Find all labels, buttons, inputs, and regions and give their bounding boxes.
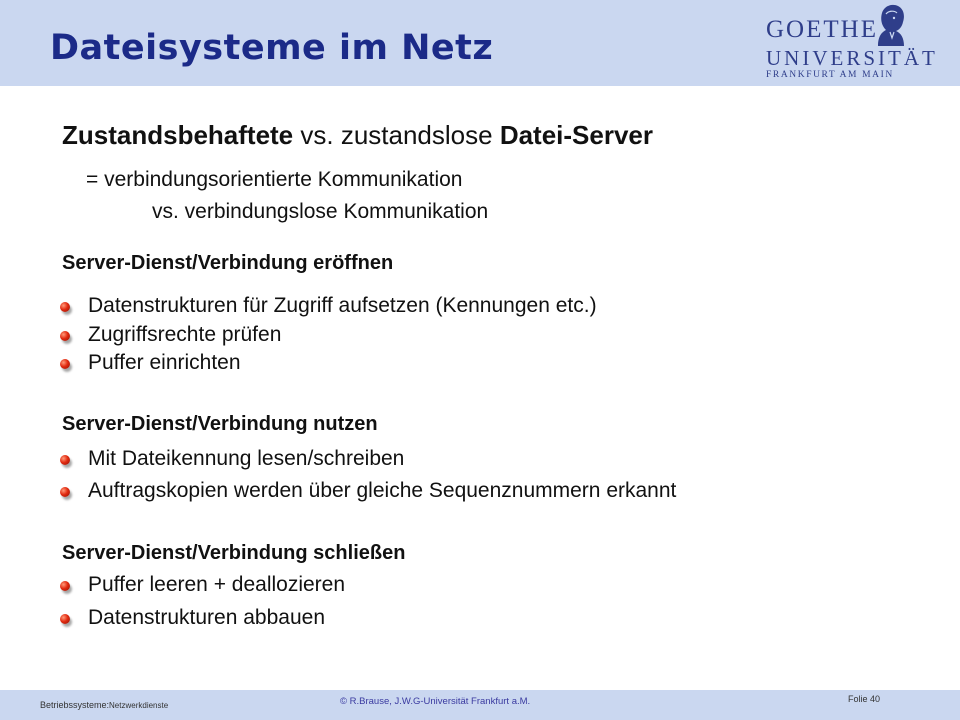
university-logo	[760, 2, 960, 86]
bullet-icon	[60, 331, 70, 341]
bullet-icon	[60, 614, 70, 624]
heading-part-vs: vs. zustandslose	[293, 120, 500, 150]
footer-course	[40, 700, 168, 710]
slide-title: Dateisysteme im Netz	[50, 28, 494, 68]
section-heading-use: Server-Dienst/Verbindung nutzen	[62, 413, 378, 435]
bullet-icon	[60, 359, 70, 369]
list-item-text: Auftragskopien werden über gleiche Sequenznummern erkannt	[88, 479, 677, 502]
subline-connection-oriented: = verbindungsorientierte Kommunikation	[86, 168, 463, 191]
main-heading	[62, 120, 653, 151]
subline-connectionless: vs. verbindungslose Kommunikation	[152, 200, 489, 223]
list-item-text: Puffer einrichten	[88, 351, 241, 374]
header-band	[0, 0, 960, 86]
heading-part-server: Datei-Server	[499, 120, 654, 150]
list-item-text: Zugriffsrechte prüfen	[88, 323, 282, 346]
footer-band	[0, 690, 960, 720]
section-heading-close: Server-Dienst/Verbindung schließen	[62, 542, 406, 564]
bullet-icon	[60, 302, 70, 312]
footer-slide-number: Folie 40	[848, 694, 881, 704]
logo-line-goethe: GOETHE	[766, 16, 878, 43]
goethe-portrait-icon	[868, 2, 912, 46]
list-item-text: Mit Dateikennung lesen/schreiben	[88, 447, 405, 470]
bullet-icon	[60, 487, 70, 497]
list-item-text: Datenstrukturen für Zugriff aufsetzen (Kennungen etc.)	[88, 294, 597, 317]
bullet-icon	[60, 455, 70, 465]
footer-copyright: © R.Brause, J.W.G-Universität Frankfurt a.M.	[340, 696, 531, 707]
logo-line-city: FRANKFURT AM MAIN	[766, 70, 894, 80]
footer-course-main: Betriebssysteme:	[40, 700, 110, 710]
bullet-icon	[60, 581, 70, 591]
list-item-text: Datenstrukturen abbauen	[88, 606, 325, 629]
footer-course-topic: Netzwerkdienste	[109, 701, 169, 710]
heading-part-stateful: Zustandsbehaftete	[62, 120, 294, 150]
section-heading-open: Server-Dienst/Verbindung eröffnen	[62, 252, 394, 274]
list-item-text: Puffer leeren + deallozieren	[88, 573, 346, 596]
logo-line-universitaet: UNIVERSITÄT	[766, 46, 938, 70]
